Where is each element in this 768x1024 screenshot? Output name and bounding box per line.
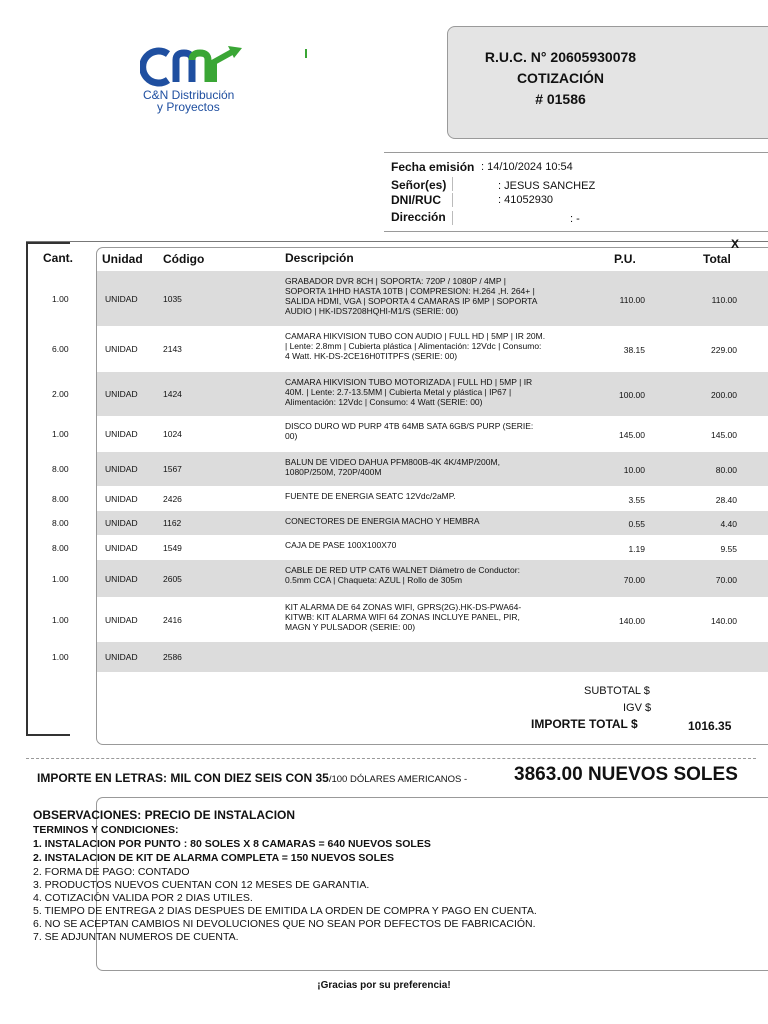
table-row	[97, 416, 768, 452]
cell-codigo: 1162	[163, 518, 182, 528]
cell-unidad: UNIDAD	[105, 429, 138, 439]
cell-descripcion: BALUN DE VIDEO DAHUA PFM800B-4K 4K/4MP/200M, 1080P/250M, 720P/400M	[285, 457, 500, 477]
terms-line: 2. INSTALACION DE KIT DE ALARMA COMPLETA = 150 NUEVOS SOLES	[33, 852, 395, 864]
header-descripcion: Descripción	[285, 251, 354, 265]
cell-unidad: UNIDAD	[105, 389, 138, 399]
terms-line: 2. FORMA DE PAGO: CONTADO	[33, 866, 190, 878]
cell-pu: 1.19	[628, 544, 645, 554]
observations-title: OBSERVACIONES: PRECIO DE INSTALACION	[33, 808, 296, 822]
separator	[26, 758, 756, 759]
cell-pu: 10.00	[623, 465, 645, 475]
senor-label: Señor(es)	[391, 178, 447, 192]
cell-pu: 140.00	[619, 616, 645, 626]
cell-total: 28.40	[715, 495, 737, 505]
cell-unidad: UNIDAD	[105, 615, 138, 625]
importe-soles: 3863.00 NUEVOS SOLES	[514, 764, 738, 785]
cell-descripcion: CAJA DE PASE 100X100X70	[285, 540, 397, 550]
cell-pu: 110.00	[619, 295, 645, 305]
cell-total: 200.00	[711, 390, 737, 400]
thanks-message: ¡Gracias por su preferencia!	[317, 980, 451, 991]
cell-unidad: UNIDAD	[105, 543, 138, 553]
letras-label: IMPORTE EN LETRAS:	[37, 771, 168, 785]
cell-descripcion: CONECTORES DE ENERGIA MACHO Y HEMBRA	[285, 516, 480, 526]
header-unidad: Unidad	[102, 252, 143, 266]
cell-codigo: 1424	[163, 389, 182, 399]
direccion-label: Dirección	[391, 210, 446, 224]
table-row	[97, 372, 768, 416]
terms-line: 1. INSTALACION POR PUNTO : 80 SOLES X 8 CAMARAS = 640 NUEVOS SOLES	[33, 838, 431, 850]
logo-mark-icon	[140, 44, 250, 88]
cell-cant: 6.00	[52, 344, 69, 354]
cell-cant: 1.00	[52, 615, 69, 625]
cell-descripcion: GRABADOR DVR 8CH | SOPORTA: 720P / 1080P / 4MP | SOPORTA 1HHD HASTA 10TB | COMPRESION: H.264 ,H. 264+ | SALIDA HDMI, VGA | SOPORTA 4 CAMARAS IP 6MP | SOPORTA AUDIO | HK-IDS7208HQHI-M1/S (SERIE: 00)	[285, 276, 537, 316]
cell-cant: 8.00	[52, 494, 69, 504]
cell-total: 229.00	[711, 345, 737, 355]
company-logo	[140, 44, 320, 116]
cell-cant: 8.00	[52, 543, 69, 553]
terms-line: 3. PRODUCTOS NUEVOS CUENTAN CON 12 MESES DE GARANTIA.	[33, 879, 370, 891]
cell-total: 4.40	[720, 519, 737, 529]
cell-codigo: 2416	[163, 615, 182, 625]
cell-unidad: UNIDAD	[105, 518, 138, 528]
table-row	[97, 535, 768, 560]
cell-unidad: UNIDAD	[105, 344, 138, 354]
document-number: # 01586	[535, 91, 586, 107]
table-row	[97, 452, 768, 486]
cell-descripcion: DISCO DURO WD PURP 4TB 64MB SATA 6GB/S PURP (SERIE: 00)	[285, 421, 534, 441]
cell-descripcion: FUENTE DE ENERGIA SEATC 12Vdc/2aMP.	[285, 491, 456, 501]
header-codigo: Código	[163, 252, 205, 266]
table-row	[97, 326, 768, 372]
cell-cant: 1.00	[52, 429, 69, 439]
cell-pu: 70.00	[623, 575, 645, 585]
cell-unidad: UNIDAD	[105, 464, 138, 474]
cell-pu: 100.00	[619, 390, 645, 400]
company-name-line2: y Proyectos	[157, 100, 220, 114]
letras-words: MIL CON DIEZ SEIS CON 35	[170, 771, 329, 785]
importe-letras	[37, 771, 467, 785]
terms-line: 6. NO SE ACEPTAN CAMBIOS NI DEVOLUCIONES QUE NO SEAN POR DEFECTOS DE FABRICACIÓN.	[33, 918, 536, 930]
dni-value: : 41052930	[498, 194, 554, 206]
cell-codigo: 2605	[163, 574, 182, 584]
terms-line: 4. COTIZACIÓN VALIDA POR 2 DIAS UTILES.	[33, 892, 253, 904]
table-top-rule	[26, 241, 768, 242]
cell-total: 80.00	[715, 465, 737, 475]
table-row	[97, 486, 768, 511]
cell-cant: 8.00	[52, 464, 69, 474]
x-mark: X	[731, 237, 740, 251]
cell-unidad: UNIDAD	[105, 574, 138, 584]
cell-codigo: 2426	[163, 494, 182, 504]
cell-total: 9.55	[720, 544, 737, 554]
table-row	[97, 560, 768, 597]
senor-value: : JESUS SANCHEZ	[498, 180, 596, 192]
cell-pu: 38.15	[623, 345, 645, 355]
terms-line: 5. TIEMPO DE ENTREGA 2 DIAS DESPUES DE EMITIDA LA ORDEN DE COMPRA Y PAGO EN CUENTA.	[33, 905, 537, 917]
divider	[452, 211, 453, 225]
fecha-label: Fecha emisión	[391, 160, 475, 174]
total-value: 1016.35	[688, 719, 732, 733]
cell-codigo: 1024	[163, 429, 182, 439]
terms-title: TERMINOS Y CONDICIONES:	[33, 824, 179, 836]
cell-pu: 145.00	[619, 430, 645, 440]
table-row	[97, 597, 768, 642]
cell-cant: 8.00	[52, 518, 69, 528]
document-type: COTIZACIÓN	[516, 70, 605, 86]
client-info	[384, 152, 768, 232]
company-name-line1: C&N Distribución	[143, 88, 235, 102]
cell-codigo: 1567	[163, 464, 182, 474]
subtotal-label: SUBTOTAL $	[584, 685, 650, 697]
igv-label: IGV $	[623, 702, 652, 714]
cell-unidad: UNIDAD	[105, 294, 138, 304]
header-total: Total	[703, 252, 731, 266]
header-cant: Cant.	[43, 251, 73, 265]
cell-unidad: UNIDAD	[105, 652, 138, 662]
cell-cant: 2.00	[52, 389, 69, 399]
fecha-value: : 14/10/2024 10:54	[481, 161, 573, 173]
cell-pu: 3.55	[628, 495, 645, 505]
header-pu: P.U.	[614, 252, 636, 266]
terms-line: 7. SE ADJUNTAN NUMEROS DE CUENTA.	[33, 931, 239, 943]
cell-cant: 1.00	[52, 574, 69, 584]
cell-descripcion: KIT ALARMA DE 64 ZONAS WIFI, GPRS(2G).HK-DS-PWA64-KITWB: KIT ALARMA WIFI 64 ZONAS INCLUYE PANEL, PIR, MAGN Y PULSADOR (SERIE: 00)	[285, 602, 522, 632]
cell-pu: 0.55	[628, 519, 645, 529]
dni-label: DNI/RUC	[391, 193, 441, 207]
cell-codigo: 2143	[163, 344, 182, 354]
cell-descripcion: CABLE DE RED UTP CAT6 WALNET Diámetro de Conductor: 0.5mm CCA | Chaqueta: AZUL | Rollo de 305m	[285, 565, 520, 585]
cell-codigo: 1549	[163, 543, 182, 553]
table-row	[97, 511, 768, 535]
cell-cant: 1.00	[52, 294, 69, 304]
cell-total: 140.00	[711, 616, 737, 626]
logo-accent	[305, 49, 307, 58]
cell-unidad: UNIDAD	[105, 494, 138, 504]
divider	[452, 193, 453, 207]
ruc-number: R.U.C. N° 20605930078	[484, 49, 637, 65]
cell-total: 145.00	[711, 430, 737, 440]
ruc-box	[447, 26, 768, 139]
cell-total: 110.00	[711, 295, 737, 305]
table-row	[97, 642, 768, 672]
direccion-value: : -	[570, 213, 580, 225]
letras-currency: /100 DÓLARES AMERICANOS -	[328, 774, 468, 785]
cell-cant: 1.00	[52, 652, 69, 662]
table-row	[97, 271, 768, 326]
cell-descripcion: CAMARA HIKVISION TUBO MOTORIZADA | FULL HD | 5MP | IR 40M. | Lente: 2.7-13.5MM | Cubierta Metal y plástica | IP67 | Alimentación: 12Vdc | Consumo: 4 Watt (SERIE: 00)	[285, 377, 533, 407]
total-label: IMPORTE TOTAL $	[531, 717, 638, 731]
cell-descripcion: CAMARA HIKVISION TUBO CON AUDIO | FULL HD | 5MP | IR 20M. | Lente: 2.8mm | Cubierta plástica | Alimentación: 12Vdc | Consumo: 4 Watt. HK-DS-2CE16H0TITPFS (SERIE: 00)	[285, 331, 546, 361]
cell-codigo: 2586	[163, 652, 182, 662]
cell-total: 70.00	[715, 575, 737, 585]
divider	[452, 177, 453, 191]
cell-codigo: 1035	[163, 294, 182, 304]
